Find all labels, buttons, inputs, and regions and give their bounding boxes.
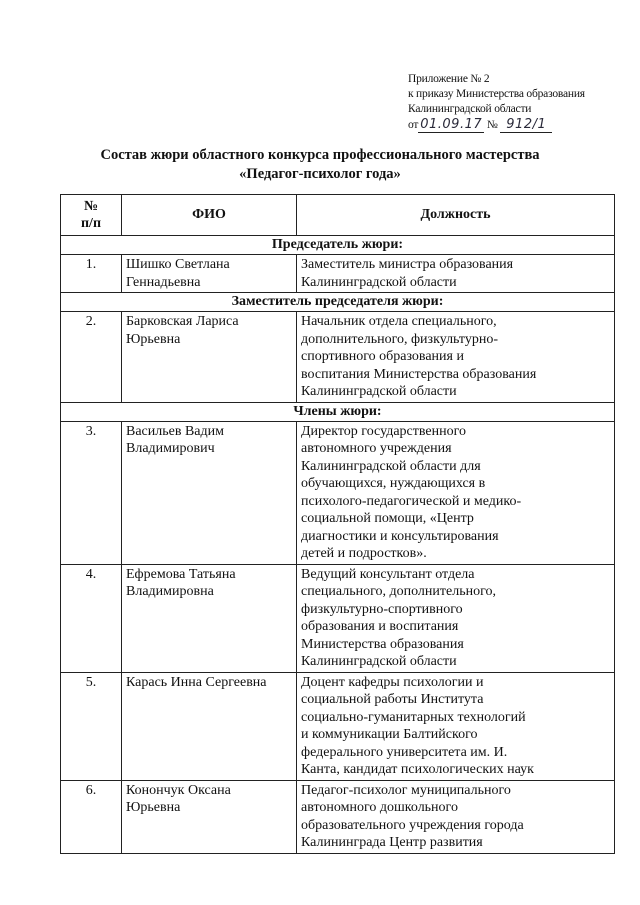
header-position: Должность bbox=[297, 195, 615, 236]
table-header-row bbox=[61, 195, 615, 236]
appendix-line-2: к приказу Министерства образования bbox=[408, 88, 585, 100]
jury-table-body bbox=[61, 236, 615, 854]
order-prefix: от bbox=[408, 119, 419, 131]
table-row bbox=[61, 564, 615, 672]
member-position: Директор государственного автономного учреждения Калининградской области для обучающихся, нуждающихся в психолого-педагогической и медико- социальной помощи, «Центр диагностики и консультирования детей и подростков». bbox=[297, 421, 615, 564]
document-title bbox=[0, 146, 640, 184]
table-row bbox=[61, 672, 615, 780]
section-title: Члены жюри: bbox=[61, 402, 615, 421]
appendix-line-3: Калининградской области bbox=[408, 103, 532, 115]
member-position: Начальник отдела специального, дополнительного, физкультурно- спортивного образования и воспитания Министерства образования Калининградской области bbox=[297, 312, 615, 403]
table-row bbox=[61, 421, 615, 564]
jury-table bbox=[60, 194, 615, 854]
member-name: Шишко Светлана Геннадьевна bbox=[122, 255, 297, 293]
member-position: Педагог-психолог муниципального автономного дошкольного образовательного учреждения города Калининграда Центр развития bbox=[297, 780, 615, 853]
member-name: Барковская Лариса Юрьевна bbox=[122, 312, 297, 403]
order-date-handwritten: 01.09.17 bbox=[420, 117, 483, 132]
member-name: Ефремова Татьяна Владимировна bbox=[122, 564, 297, 672]
table-row bbox=[61, 780, 615, 853]
member-name: Конончук Оксана Юрьевна bbox=[122, 780, 297, 853]
member-number: 6. bbox=[61, 780, 122, 853]
section-title: Председатель жюри: bbox=[61, 236, 615, 255]
header-name: ФИО bbox=[122, 195, 297, 236]
appendix-block bbox=[408, 72, 608, 133]
section-row bbox=[61, 293, 615, 312]
member-name: Васильев Вадим Владимирович bbox=[122, 421, 297, 564]
order-number-label: № bbox=[486, 119, 498, 131]
section-row bbox=[61, 236, 615, 255]
table-row bbox=[61, 312, 615, 403]
member-number: 5. bbox=[61, 672, 122, 780]
section-title: Заместитель председателя жюри: bbox=[61, 293, 615, 312]
order-number-handwritten: 912/1 bbox=[500, 117, 552, 133]
header-number: № п/п bbox=[61, 195, 122, 236]
member-number: 2. bbox=[61, 312, 122, 403]
member-position: Ведущий консультант отдела специального, дополнительного, физкультурно-спортивного образования и воспитания Министерства образования Калининградской области bbox=[297, 564, 615, 672]
title-line-2: «Педагог-психолог года» bbox=[239, 166, 401, 182]
member-number: 4. bbox=[61, 564, 122, 672]
member-position: Заместитель министра образования Калининградской области bbox=[297, 255, 615, 293]
order-reference bbox=[408, 117, 608, 133]
member-number: 1. bbox=[61, 255, 122, 293]
title-line-1: Состав жюри областного конкурса профессионального мастерства bbox=[100, 147, 540, 163]
section-row bbox=[61, 402, 615, 421]
member-position: Доцент кафедры психологии и социальной работы Института социально-гуманитарных технологий и коммуникации Балтийского федерального университета им. И. Канта, кандидат психологических наук bbox=[297, 672, 615, 780]
member-number: 3. bbox=[61, 421, 122, 564]
appendix-line-1: Приложение № 2 bbox=[408, 73, 490, 85]
table-row bbox=[61, 255, 615, 293]
member-name: Карась Инна Сергеевна bbox=[122, 672, 297, 780]
